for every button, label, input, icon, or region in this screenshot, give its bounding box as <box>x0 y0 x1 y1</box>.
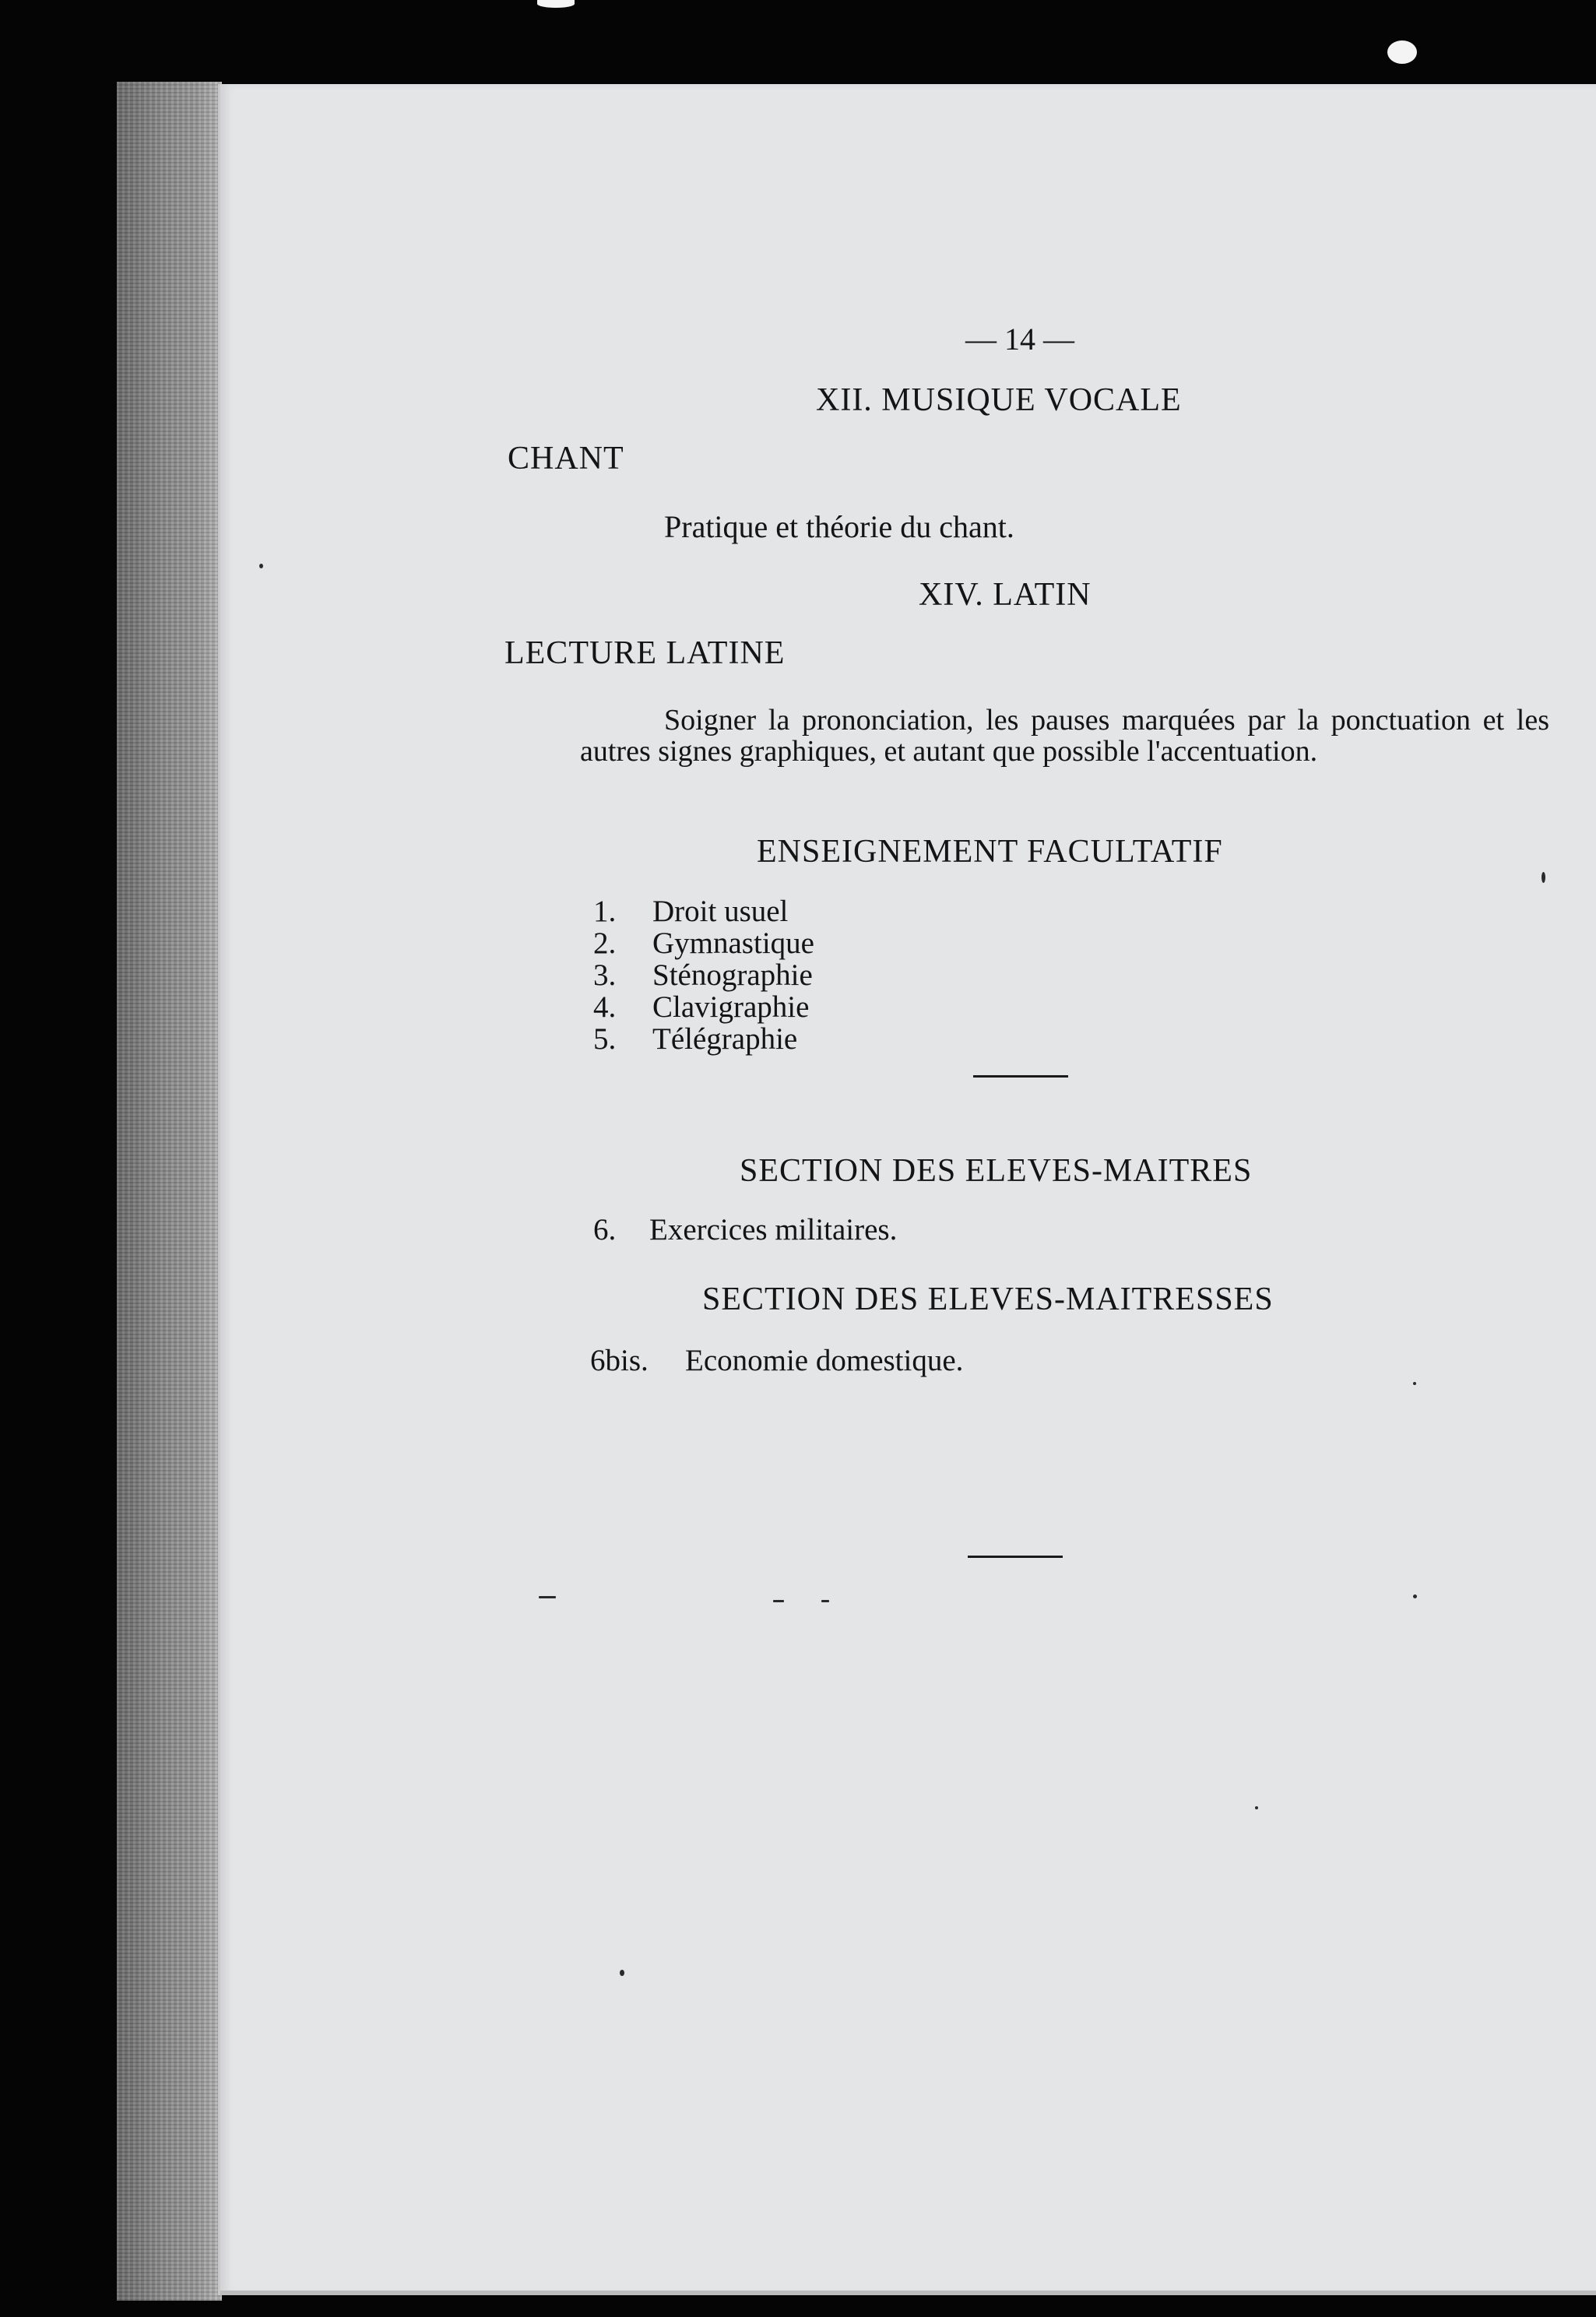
item-number: 6bis. <box>590 1344 649 1377</box>
list-item-number: 2. <box>593 926 617 960</box>
heading-enseignement-facultatif: ENSEIGNEMENT FACULTATIF <box>757 834 1223 870</box>
corner-mark <box>537 0 575 8</box>
page-number: — 14 — <box>965 322 1074 357</box>
list-item <box>593 1023 814 1055</box>
item-economie-domestique <box>590 1343 963 1378</box>
subheading-lecture-latine: LECTURE LATINE <box>504 635 786 671</box>
paragraph-chant: Pratique et théorie du chant. <box>664 509 1014 544</box>
item-number: 6. <box>593 1213 617 1246</box>
end-divider <box>968 1556 1063 1558</box>
list-item <box>593 959 814 991</box>
section-heading-musique: XII. MUSIQUE VOCALE <box>816 382 1182 418</box>
list-item-label: Droit usuel <box>652 895 789 928</box>
heading-eleves-maitres: SECTION DES ELEVES-MAITRES <box>740 1153 1253 1189</box>
item-exercices-militaires <box>593 1212 897 1247</box>
scan-speck <box>259 564 263 568</box>
scan-speck <box>1413 1594 1417 1598</box>
list-item-label: Gymnastique <box>652 926 814 960</box>
scan-speck <box>539 1596 556 1598</box>
list-item <box>593 895 814 927</box>
list-item <box>593 927 814 959</box>
optional-subjects-list <box>593 895 814 1055</box>
paragraph-lecture-latine: Soigner la prononciation, les pauses marquées par la ponctuation et les autres signes graphiques, et autant que possible l'accentuation. <box>580 704 1549 768</box>
scan-speck <box>773 1600 784 1602</box>
binding-edge <box>117 82 222 2301</box>
scan-speck <box>620 1970 624 1976</box>
list-item <box>593 991 814 1023</box>
corner-mark <box>1387 40 1417 64</box>
scan-speck <box>1413 1382 1416 1385</box>
scan-speck <box>821 1600 829 1602</box>
list-item-label: Clavigraphie <box>652 990 810 1024</box>
heading-eleves-maitresses: SECTION DES ELEVES-MAITRESSES <box>702 1282 1274 1317</box>
item-label: Economie domestique. <box>685 1344 964 1377</box>
section-heading-latin: XIV. LATIN <box>919 577 1092 613</box>
scan-speck <box>1542 872 1545 883</box>
list-item-number: 3. <box>593 958 617 992</box>
list-item-label: Télégraphie <box>652 1022 798 1056</box>
section-divider <box>973 1075 1068 1078</box>
scan-speck <box>1255 1806 1258 1809</box>
subheading-chant: CHANT <box>508 441 624 476</box>
list-item-number: 5. <box>593 1022 617 1056</box>
item-label: Exercices militaires. <box>649 1213 898 1246</box>
list-item-number: 4. <box>593 990 617 1024</box>
list-item-number: 1. <box>593 895 617 928</box>
list-item-label: Sténographie <box>652 958 813 992</box>
